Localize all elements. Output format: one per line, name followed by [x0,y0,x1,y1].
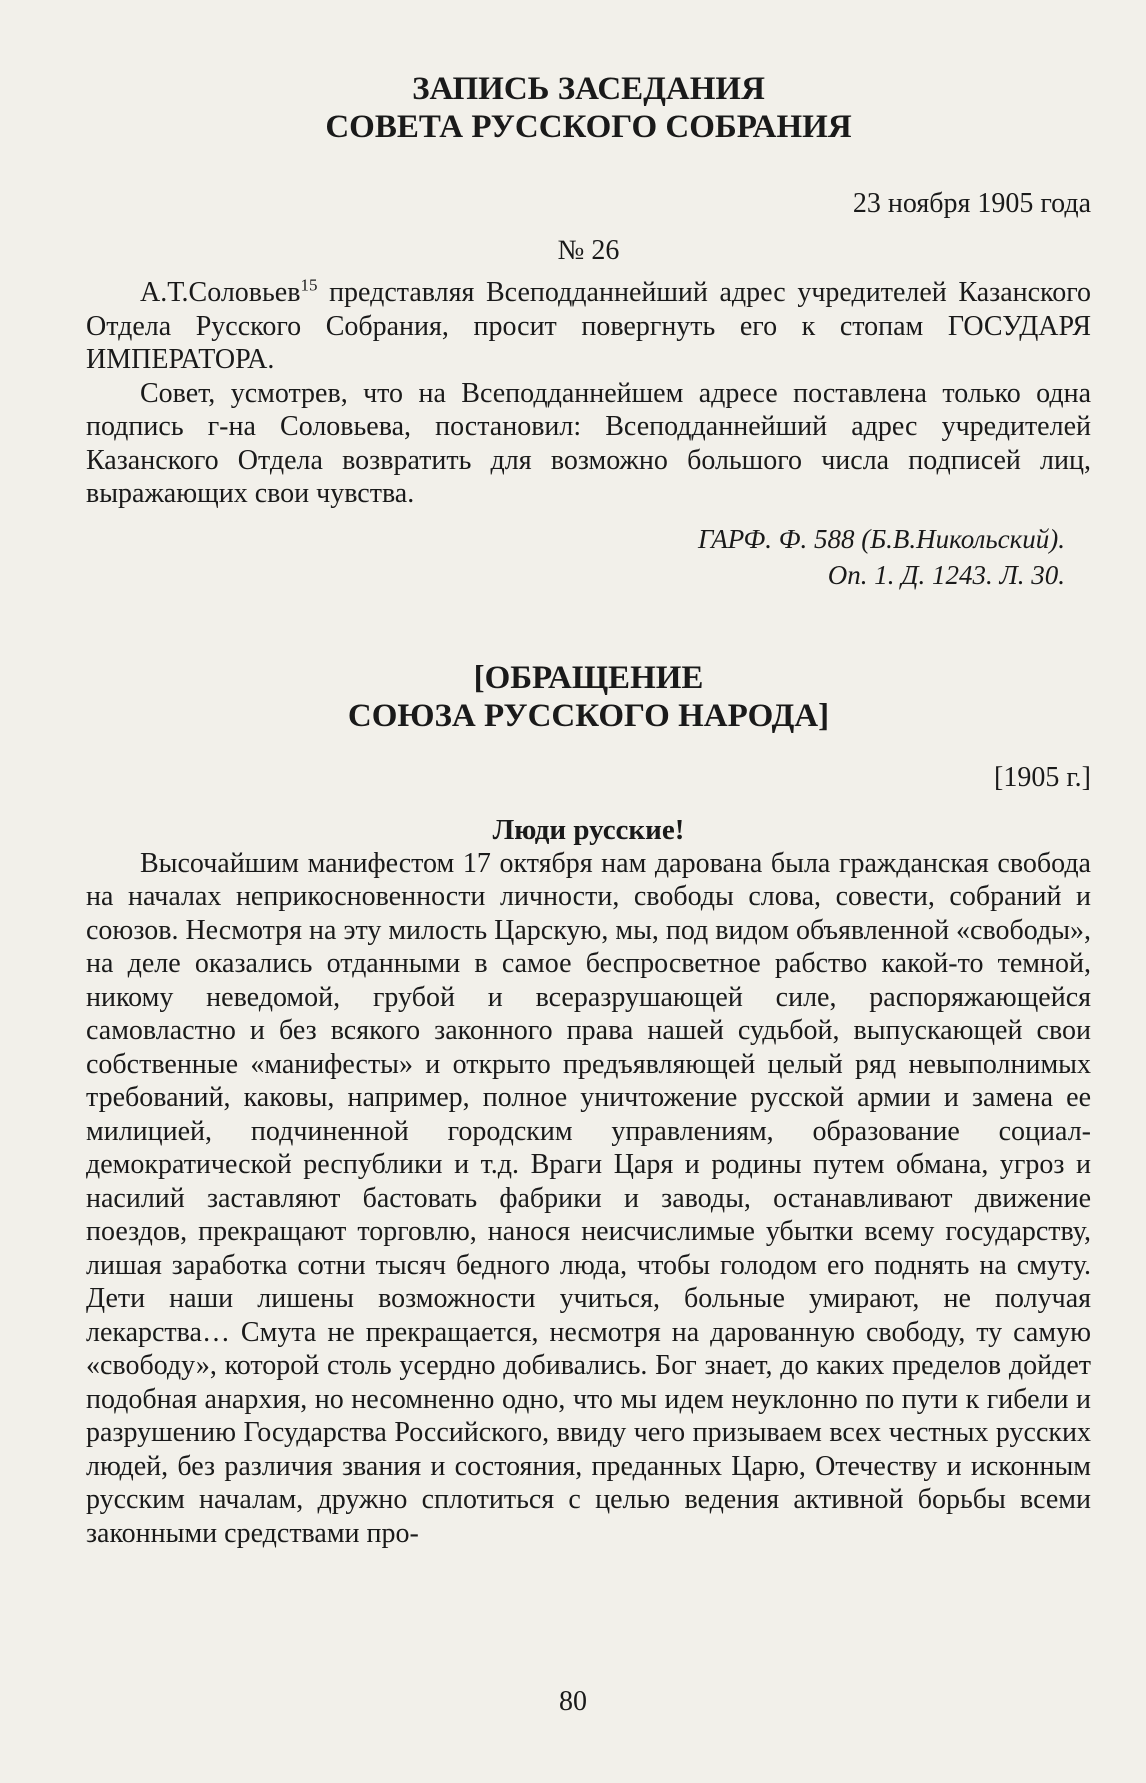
paragraph [86,276,1091,377]
heading-line: ЗАПИСЬ ЗАСЕДАНИЯ [412,71,765,107]
document-heading-2 [86,659,1091,735]
page-content [86,70,1091,1550]
source-line: Оп. 1. Д. 1243. Л. 30. [827,559,1065,590]
footnote-ref: 15 [300,275,318,295]
document-number: № 26 [557,235,620,266]
paragraph-text: представляя Всеподданнейший адрес учредителей Казанского Отдела Русского Собрания, просит повергнуть его к стопам ГОСУДАРЯ ИМПЕРАТОРА. [86,277,1091,375]
paragraph: Высочайшим манифестом 17 октября нам дарована была гражданская свобода на началах неприкосновенности личности, свободы слова, совести, собраний и союзов. Несмотря на эту милость Царскую, мы, под видом объявленной «свободы», на деле оказались отданными в самое беспросветное рабство какой-то темной, никому неведомой, грубой и всеразрушающей силе, распоряжающейся самовластно и без всякого законного права нашей судьбой, выпускающей свои собственные «манифесты» и открыто предъявляющей целый ряд невыполнимых требований, каковы, например, полное уничтожение русской армии и замена ее милицией, подчиненной городским управлениям, образование социал-демократической республики и т.д. Враги Царя и родины путем обмана, угроз и насилий заставляют бастовать фабрики и заводы, останавливают движение поездов, прекращают торговлю, нанося неисчислимые убытки всему государству, лишая заработка сотни тысяч бедного люда, чтобы голодом его поднять на смуту. Дети наши лишены возможности учиться, больные умирают, не получая лекарства… Смута не прекращается, несмотря на дарованную свободу, ту самую «свободу», которой столь усердно добивались. Бог знает, до каких пределов дойдет подобная анархия, но несомненно одно, что мы идем неуклонно по пути к гибели и разрушению Государства Российского, ввиду чего призываем всех честных русских людей, без различия звания и состояния, преданных Царю, Отечеству и исконным русским началам, дружно сплотиться с целью ведения активной борьбы всеми законными средствами про- [86,847,1092,1549]
greeting: Люди русские! [492,813,685,846]
paragraph-text: А.Т.Соловьев [140,277,301,308]
heading-line: [ОБРАЩЕНИЕ [473,659,704,696]
heading-line: СОВЕТА РУССКОГО СОБРАНИЯ [325,109,852,145]
source-reference [86,521,1091,593]
source-line: ГАРФ. Ф. 588 (Б.В.Никольский). [697,523,1065,554]
heading-line: СОЮЗА РУССКОГО НАРОДА] [347,697,830,734]
page-number: 80 [559,1686,587,1717]
document-heading-1 [86,70,1091,146]
document-date: 23 ноября 1905 года [852,188,1091,219]
document-year: [1905 г.] [994,761,1091,793]
paragraph: Совет, усмотрев, что на Всеподданнейшем адресе поставлена только одна подпись г-на Соловьева, постановил: Всеподданнейший адрес учредителей Казанского Отдела возвратить для возможно большого числа подписей лиц, выражающих свои чувства. [86,377,1091,509]
